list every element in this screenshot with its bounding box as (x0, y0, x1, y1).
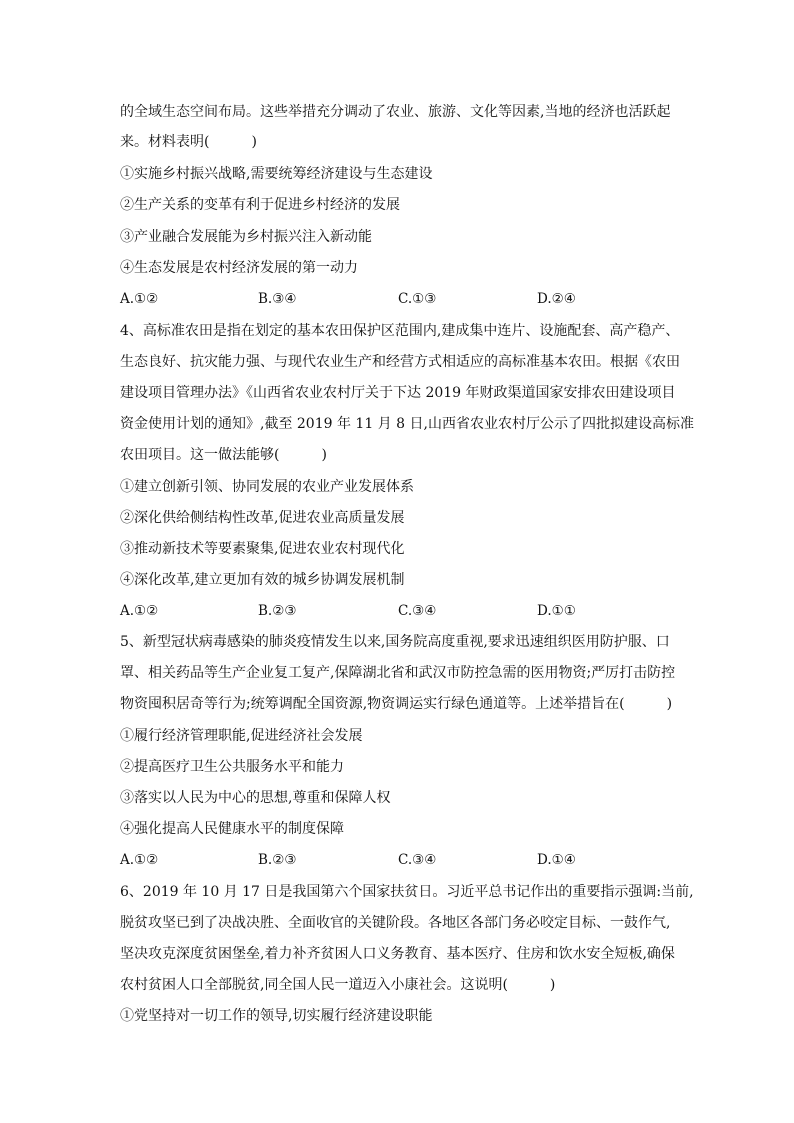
q5-options (120, 850, 680, 870)
q6-stem-line: 农村贫困人口全部脱贫,同全国人民一道迈入小康社会。这说明( ) (120, 977, 556, 993)
q6-statement-1: ①党坚持对一切工作的领导,切实履行经济建设职能 (120, 1008, 433, 1024)
q4-statement-1: ①建立创新引领、协同发展的农业产业发展体系 (120, 479, 414, 495)
q6-stem-line: 坚决攻克深度贫困堡垒,着力补齐贫困人口义务教育、基本医疗、住房和饮水安全短板,确保 (120, 946, 675, 962)
q4-stem-line: 4、高标准农田是指在划定的基本农田保护区范围内,建成集中连片、设施配套、高产稳产、 (120, 323, 680, 339)
q4-stem-line: 农田项目。这一做法能够( ) (120, 447, 327, 463)
q3-stem-line: 来。材料表明( ) (120, 134, 257, 150)
option-b[interactable]: B.②③ (258, 852, 297, 868)
option-b[interactable]: B.③④ (258, 291, 297, 307)
q3-options (120, 289, 680, 309)
q3-statement-4: ④生态发展是农村经济发展的第一动力 (120, 260, 358, 276)
q5-stem-line: 5、新型冠状病毒感染的肺炎疫情发生以来,国务院高度重视,要求迅速组织医用防护服、口 (120, 634, 670, 650)
q4-options (120, 601, 680, 621)
option-c[interactable]: C.③④ (398, 603, 437, 619)
q5-stem-line: 罩、相关药品等生产企业复工复产,保障湖北省和武汉市防控急需的医用物资;严厉打击防控 (120, 665, 676, 681)
q5-statement-1: ①履行经济管理职能,促进经济社会发展 (120, 728, 363, 744)
q3-stem-line: 的全域生态空间布局。这些举措充分调动了农业、旅游、文化等因素,当地的经济也活跃起 (120, 104, 671, 120)
option-d[interactable]: D.①① (537, 603, 576, 619)
option-d[interactable]: D.①④ (537, 852, 576, 868)
q5-statement-2: ②提高医疗卫生公共服务水平和能力 (120, 759, 344, 775)
option-d[interactable]: D.②④ (537, 291, 576, 307)
q4-stem-line: 资金使用计划的通知》,截至 2019 年 11 月 8 日,山西省农业农村厅公示了四批拟建设高标准 (120, 416, 694, 432)
q6-stem-line: 脱贫攻坚已到了决战决胜、全面收官的关键阶段。各地区各部门务必咬定目标、一鼓作气, (120, 915, 671, 931)
q4-stem-line: 建设项目管理办法》《山西省农业农村厅关于下达 2019 年财政渠道国家安排农田建设项目 (120, 385, 676, 401)
q3-statement-1: ①实施乡村振兴战略,需要统筹经济建设与生态建设 (120, 166, 433, 182)
option-a[interactable]: A.①② (120, 603, 159, 619)
option-c[interactable]: C.③④ (398, 852, 437, 868)
option-b[interactable]: B.②③ (258, 603, 297, 619)
q3-statement-2: ②生产关系的变革有利于促进乡村经济的发展 (120, 197, 400, 213)
q4-statement-3: ③推动新技术等要素聚集,促进农业农村现代化 (120, 541, 405, 557)
option-c[interactable]: C.①③ (398, 291, 437, 307)
q5-statement-4: ④强化提高人民健康水平的制度保障 (120, 821, 344, 837)
q5-stem-line: 物资囤积居奇等行为;统筹调配全国资源,物资调运实行绿色通道等。上述举措旨在( ) (120, 696, 673, 712)
q4-statement-2: ②深化供给侧结构性改革,促进农业高质量发展 (120, 510, 405, 526)
q5-statement-3: ③落实以人民为中心的思想,尊重和保障人权 (120, 790, 391, 806)
q4-statement-4: ④深化改革,建立更加有效的城乡协调发展机制 (120, 572, 405, 588)
q4-stem-line: 生态良好、抗灾能力强、与现代农业生产和经营方式相适应的高标准基本农田。根据《农田 (120, 354, 680, 370)
q6-stem-line: 6、2019 年 10 月 17 日是我国第六个国家扶贫日。习近平总书记作出的重要指示强调:当前, (120, 884, 694, 900)
q3-statement-3: ③产业融合发展能为乡村振兴注入新动能 (120, 229, 372, 245)
option-a[interactable]: A.①② (120, 291, 159, 307)
option-a[interactable]: A.①② (120, 852, 159, 868)
